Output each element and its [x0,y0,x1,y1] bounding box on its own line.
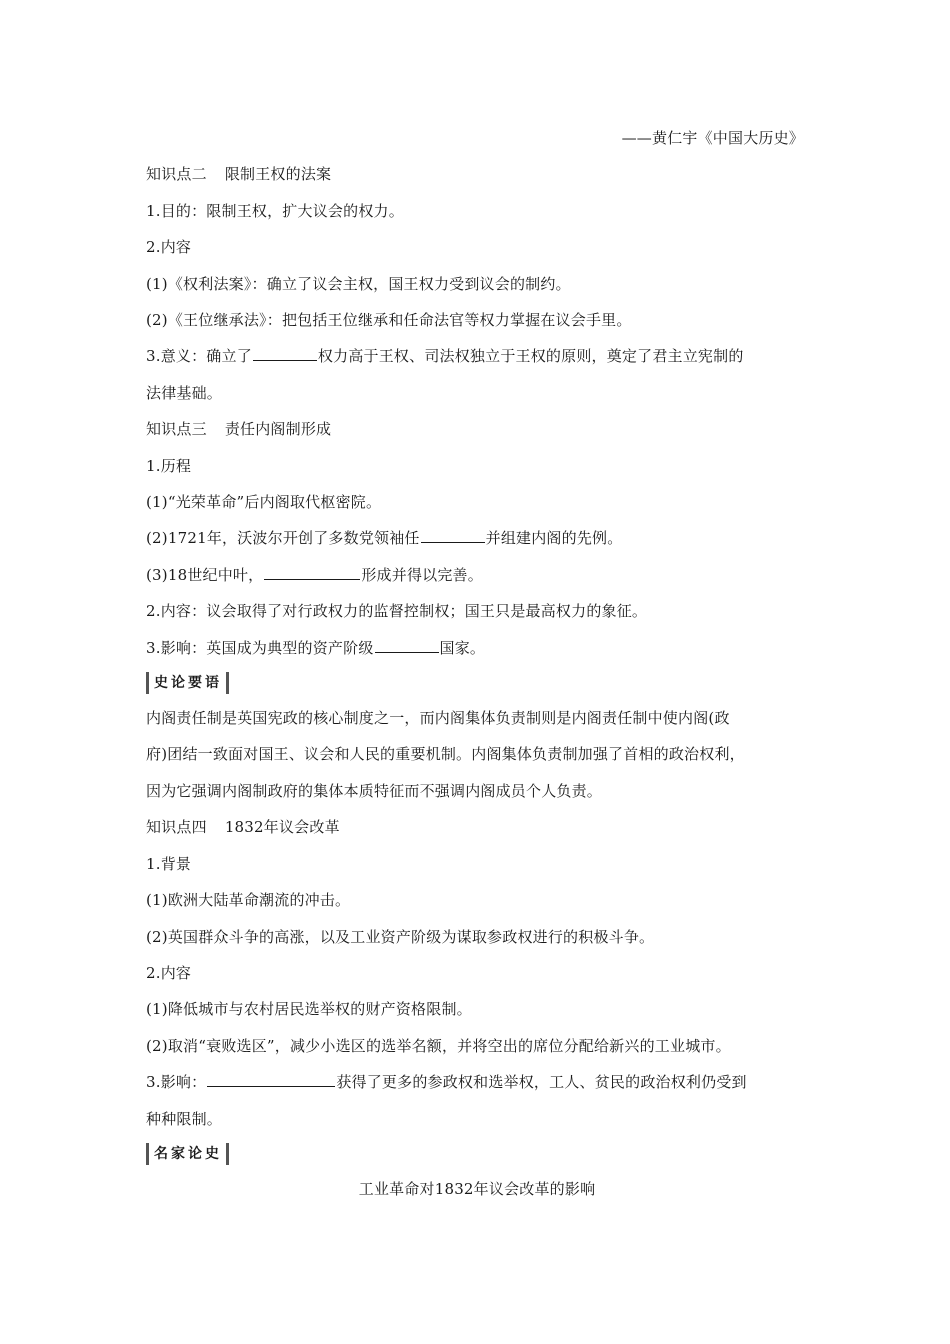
heading-number: 知识点四 [146,818,207,837]
section-heading-kp4 [146,809,808,845]
text-fragment: (2)1721年，沃波尔开创了多数党领袖任 [146,529,420,548]
kp2-purpose: 1.目的：限制王权，扩大议会的权力。 [146,201,404,220]
document-page [146,120,808,1207]
section-heading-kp2 [146,156,808,192]
kp4-background-label: 1.背景 [146,854,192,873]
kp4-impact [146,1064,808,1100]
text-fragment: 3.意义：确立了 [146,347,252,366]
heading-title: 限制王权的法案 [224,165,332,184]
quote-attribution: ——黄仁宇《中国大历史》 [621,129,804,147]
fill-blank[interactable] [375,651,439,653]
kp2-item-1: (1)《权利法案》：确立了议会主权，国王权力受到议会的制约。 [146,274,571,293]
text-fragment: 获得了更多的参政权和选举权，工人、贫民的政治权利仍受到 [336,1073,747,1092]
text-fragment: 3.影响： [146,1073,207,1092]
kp4-content-label: 2.内容 [146,963,192,982]
text-fragment: (3)18世纪中叶， [146,565,264,584]
kp2-content-label: 2.内容 [146,238,192,257]
section-tag-row [146,1137,808,1171]
kp2-item-2: (2)《王位继承法》：把包括王位继承和任命法官等权力掌握在议会手里。 [146,311,632,330]
closing-title: 工业革命对1832年议会改革的影响 [358,1179,596,1198]
kp4-impact-continued: 种种限制。 [146,1109,223,1128]
text-fragment: 形成并得以完善。 [361,565,483,584]
kp4-content-1: (1)降低城市与农村居民选举权的财产资格限制。 [146,1000,472,1019]
kp3-content: 2.内容：议会取得了对行政权力的监督控制权；国王只是最高权力的象征。 [146,602,648,621]
kp3-history-1: (1)“光荣革命”后内阁取代枢密院。 [146,493,382,512]
kp2-meaning [146,338,808,374]
essay-line-3: 因为它强调内阁制政府的集体本质特征而不强调内阁成员个人负责。 [146,781,603,800]
section-tag [146,1143,229,1165]
tag-bar-right [226,1143,229,1165]
fill-blank[interactable] [207,1085,335,1087]
fill-blank[interactable] [253,359,317,361]
tag-bar-right [226,672,229,694]
heading-number: 知识点二 [146,165,207,184]
kp3-history-3 [146,557,808,593]
fill-blank[interactable] [264,578,360,580]
text-fragment: 并组建内阁的先例。 [485,529,623,548]
text-fragment: 3.影响：英国成为典型的资产阶级 [146,638,374,657]
essay-line-1: 内阁责任制是英国宪政的核心制度之一，而内阁集体负责制则是内阁责任制中使内阁(政 [146,709,730,728]
kp4-background-1: (1)欧洲大陆革命潮流的冲击。 [146,891,351,910]
text-fragment: 权力高于王权、司法权独立于王权的原则，奠定了君主立宪制的 [317,347,744,366]
kp3-history-2 [146,520,808,556]
kp3-history-label: 1.历程 [146,456,192,475]
heading-title: 责任内阁制形成 [224,420,332,439]
tag-label: 名家论史 [154,1145,222,1162]
kp3-impact [146,630,808,666]
essay-line-2: 府)团结一致面对国王、议会和人民的重要机制。内阁集体负责制加强了首相的政治权利， [146,745,745,764]
text-fragment: 国家。 [439,638,486,657]
fill-blank[interactable] [421,541,485,543]
kp2-meaning-continued: 法律基础。 [146,383,223,402]
tag-label: 史论要语 [154,675,222,692]
heading-number: 知识点三 [146,420,207,439]
section-heading-kp3 [146,411,808,447]
section-tag-row [146,666,808,700]
section-tag [146,672,229,694]
kp4-content-2: (2)取消“衰败选区”，减少小选区的选举名额，并将空出的席位分配给新兴的工业城市。 [146,1036,731,1055]
kp4-background-2: (2)英国群众斗争的高涨，以及工业资产阶级为谋取参政权进行的积极斗争。 [146,927,655,946]
heading-title: 1832年议会改革 [224,818,340,837]
